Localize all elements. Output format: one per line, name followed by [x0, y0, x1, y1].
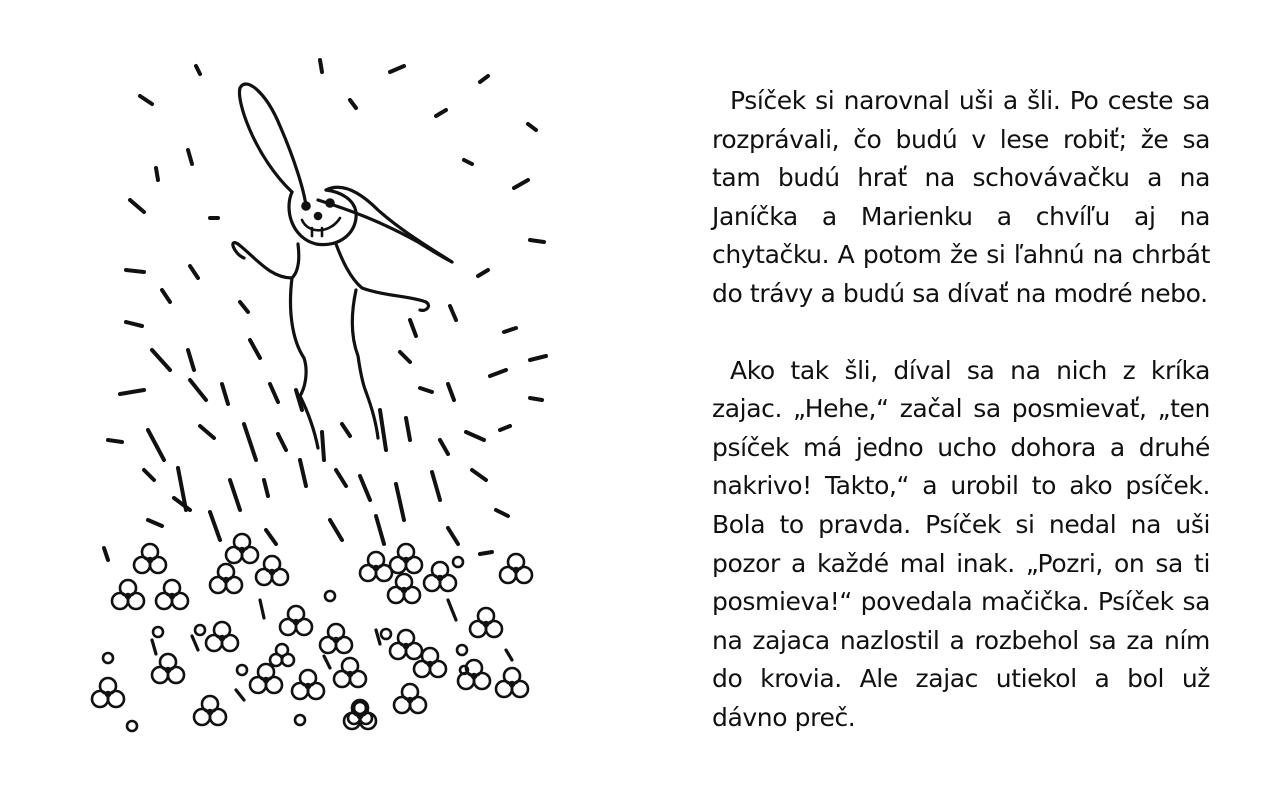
rabbit-face: [302, 200, 340, 237]
story-paragraph-2: Ako tak šli, díval sa na nich z kríka zajac. „Hehe,“ začal sa posmievať, „ten psíček má jedno ucho dohora a druhé nakrivo! Takto,“ a urobil to ako psíček. Bola to pravda. Psíček si nedal na uši pozor a každé mal inak. „Pozri, on sa ti posmieva!“ povedala mačička. Psíček sa na zajaca nazlostil a rozbehol sa za ním do krovia. Ale zajac utiekol a bol už dávno preč.: [712, 355, 1210, 732]
rabbit-drawing-icon: [60, 40, 600, 760]
story-text: [712, 82, 1210, 738]
rabbit-illustration: [60, 40, 600, 760]
motion-strokes: [104, 60, 546, 560]
flower-cluster: [92, 534, 532, 731]
story-paragraph-1: Psíček si narovnal uši a šli. Po ceste sa rozprávali, čo budú v lese robiť; že sa tam budú hrať na schovávačku a na Janíčka a Marienku a chvíľu aj na chytačku. A potom že si ľahnú na chrbát do trávy a budú sa dívať na modré nebo.: [712, 86, 1210, 308]
rabbit-figure: [233, 84, 452, 448]
